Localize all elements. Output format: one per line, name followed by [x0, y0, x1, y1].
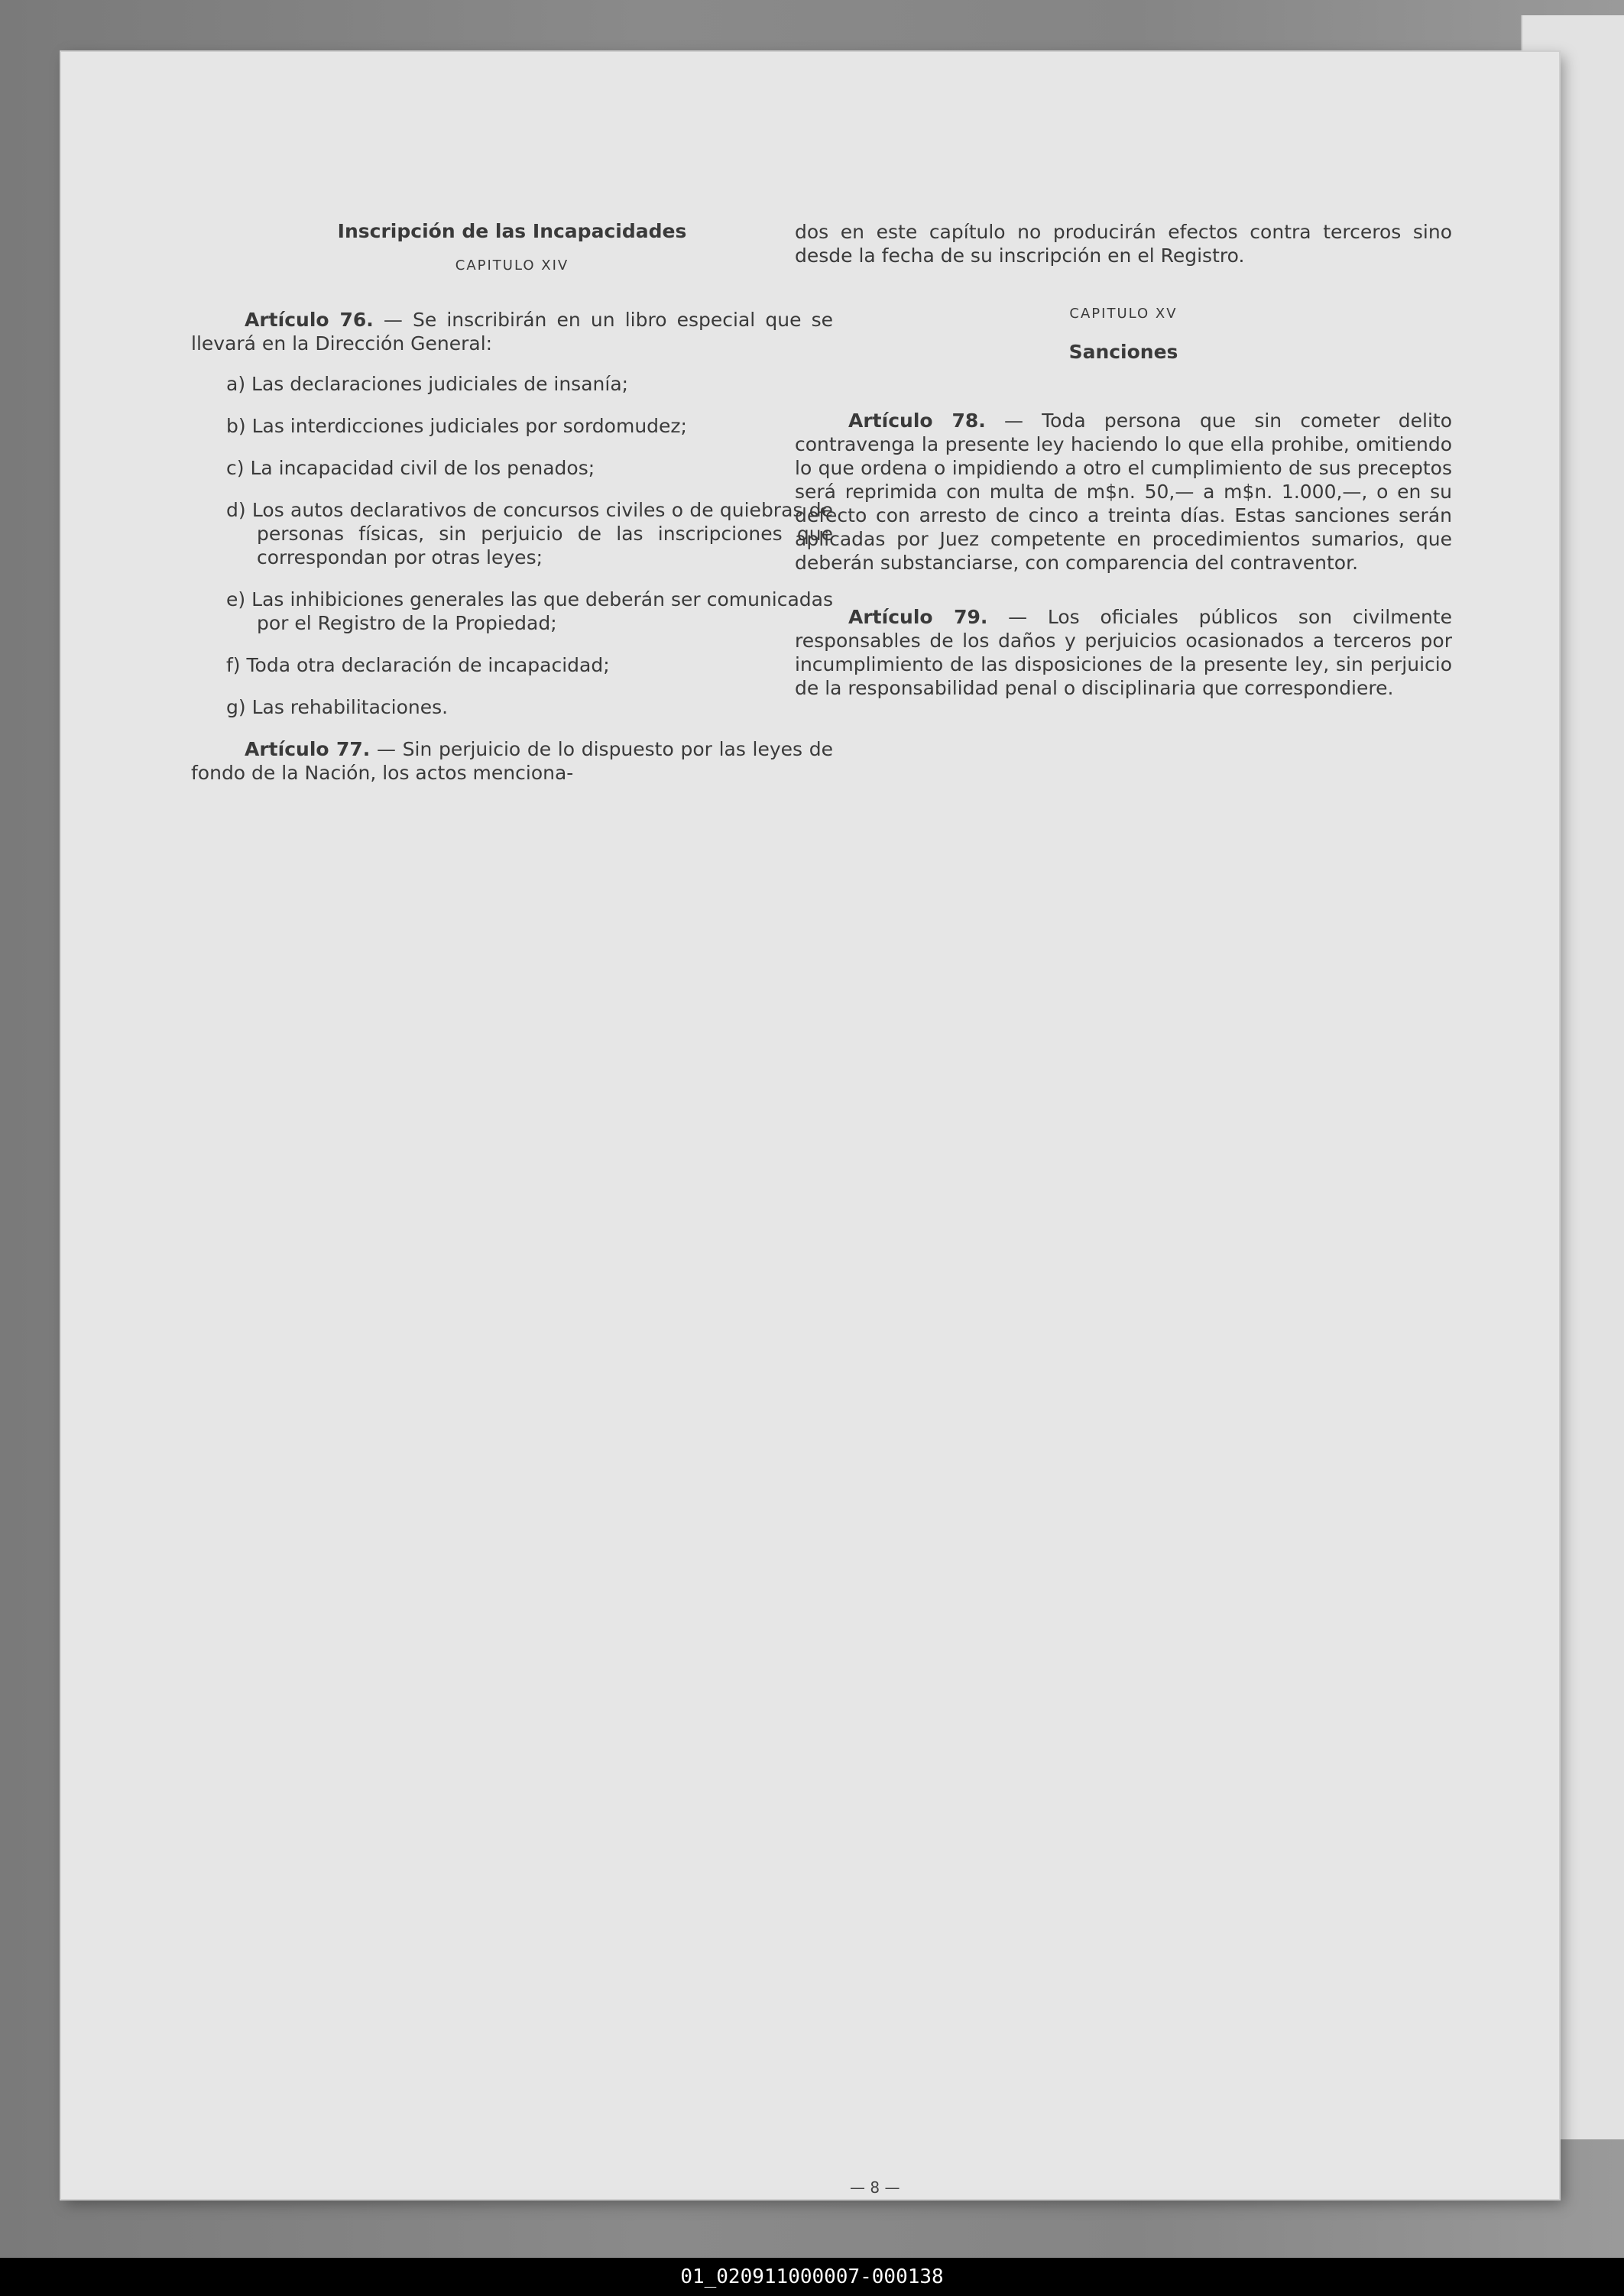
article-78-lead: Artículo 78. — [848, 410, 986, 432]
right-column — [795, 220, 1452, 717]
section-title-sanciones: Sanciones — [1068, 341, 1178, 363]
chapter-label-xv: CAPITULO XV — [1069, 306, 1178, 322]
chapter-label-xiv: CAPITULO XIV — [455, 257, 569, 274]
article-76-lead: Artículo 76. — [245, 309, 374, 331]
article-77 — [191, 737, 833, 785]
article-77-text: — Sin perjuicio de lo dispuesto por las leyes de fondo de la Nación, los actos menciona- — [191, 738, 833, 784]
left-column — [191, 220, 833, 801]
list-item: b) Las interdicciones judiciales por sordomudez; — [226, 415, 687, 437]
list-item: g) Las rehabilitaciones. — [226, 696, 449, 718]
article-76-text: — Se inscribirán en un libro especial que se llevará en la Dirección General: — [191, 309, 833, 355]
article-78-text: — Toda persona que sin cometer delito contravenga la presente ley haciendo lo que ella prohibe, omitiendo lo que ordena o impidiendo a otro el cumplimiento de sus preceptos será reprimida con multa de m$n. 50,— a m$n. 1.000,—, o en su defecto con arresto de cinco a treinta días. Estas sanciones serán aplicadas por Juez competente en procedimientos sumarios, que deberán substanciarse, con comparencia del contraventor. — [795, 410, 1452, 574]
list-item: a) Las declaraciones judiciales de insanía; — [226, 373, 629, 395]
list-item: c) La incapacidad civil de los penados; — [226, 457, 595, 479]
article-78 — [795, 409, 1452, 575]
article-79 — [795, 605, 1452, 700]
list-item: f) Toda otra declaración de incapacidad; — [226, 654, 610, 676]
list-item: d) Los autos declarativos de concursos civiles o de quiebras de personas físicas, sin perjuicio de las inscripciones que correspondan por otras leyes; — [226, 499, 833, 568]
image-caption: 01_020911000007-000138 — [0, 2258, 1624, 2296]
article-76-list — [191, 372, 833, 719]
page-number: — 8 — — [850, 2178, 900, 2197]
list-item: e) Las inhibiciones generales las que deberán ser comunicadas por el Registro de la Propiedad; — [226, 588, 833, 634]
section-title-incapacidades: Inscripción de las Incapacidades — [337, 220, 687, 242]
article-79-text: — Los oficiales públicos son civilmente responsables de los daños y perjuicios ocasionados a terceros por incumplimiento de las disposiciones de la presente ley, sin perjuicio de la responsabilidad penal o disciplinaria que correspondiere. — [795, 606, 1452, 699]
article-79-lead: Artículo 79. — [848, 606, 988, 628]
article-77-lead: Artículo 77. — [245, 738, 371, 760]
document-page — [61, 52, 1559, 2199]
article-77-continuation: dos en este capítulo no producirán efectos contra terceros sino desde la fecha de su inscripción en el Registro. — [795, 221, 1452, 267]
article-76 — [191, 308, 833, 355]
